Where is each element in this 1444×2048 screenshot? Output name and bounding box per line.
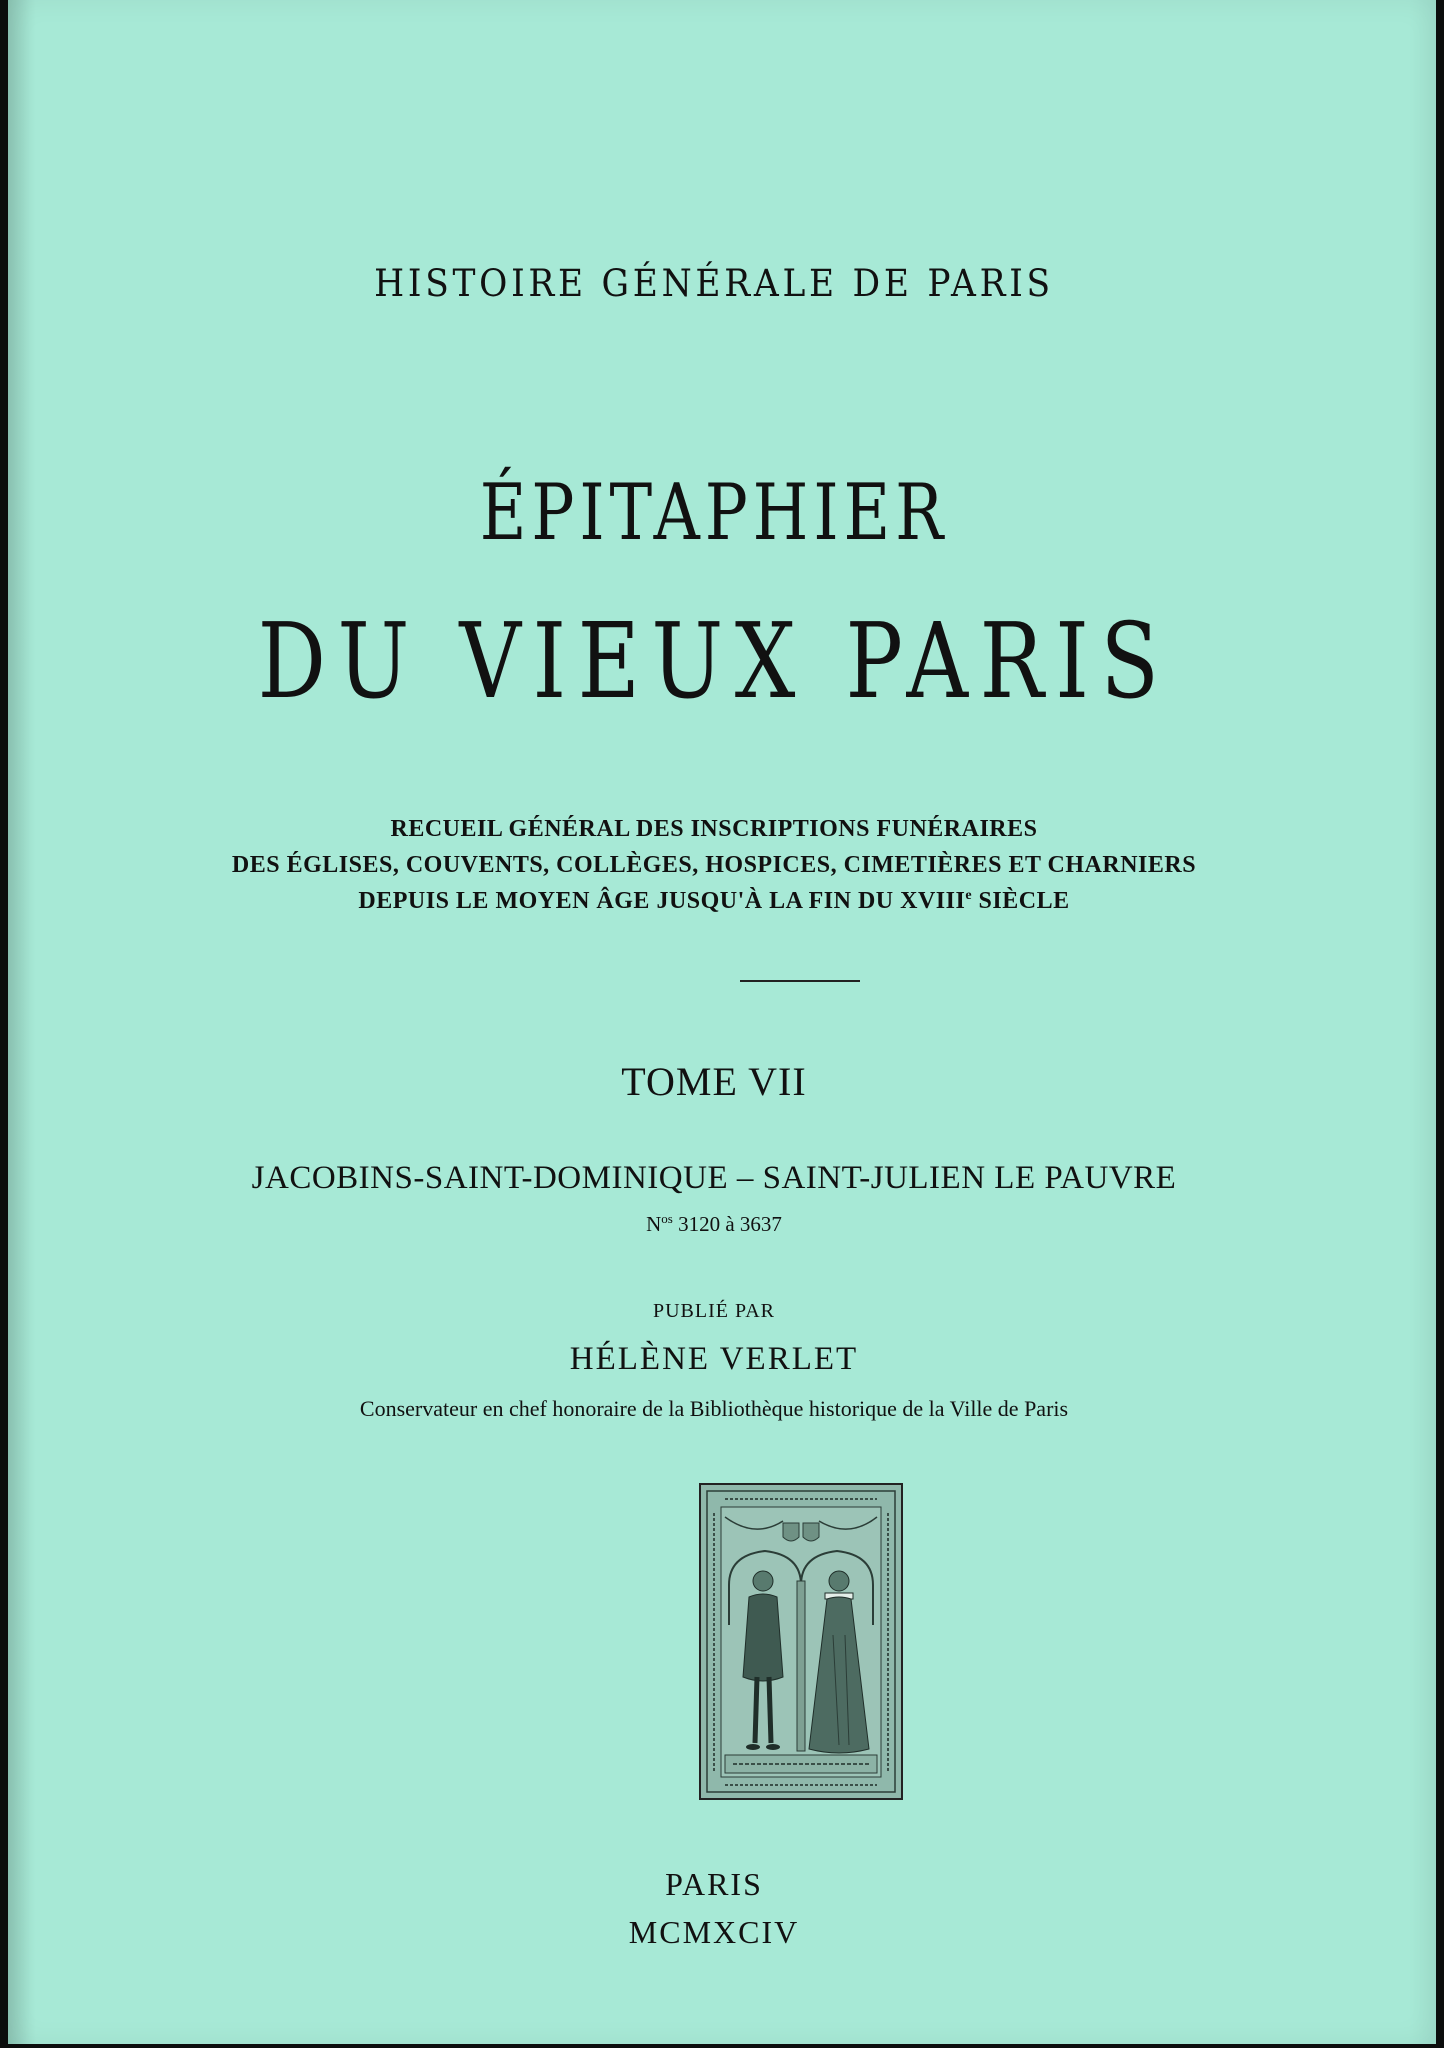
main-title-line-2: DU VIEUX PARIS [257, 600, 1171, 722]
volume-number: TOME VII [621, 1059, 807, 1104]
subtitle-line-3-start: DEPUIS LE MOYEN ÂGE JUSQU'À LA FIN DU XVIII [358, 888, 966, 914]
subtitle-line-3-end: SIÈCLE [972, 888, 1070, 914]
subtitle-line-2: DES ÉGLISES, COUVENTS, COLLÈGES, HOSPICES, CIMETIÈRES ET CHARNIERS [231, 852, 1197, 878]
engraved-epitaph-plate-icon [699, 1483, 903, 1800]
volume-contents: JACOBINS-SAINT-DOMINIQUE – SAINT-JULIEN LE PAUVRE [251, 1160, 1177, 1196]
main-title-line-1: ÉPITAPHIER [479, 468, 949, 558]
publication-place: PARIS [665, 1866, 763, 1902]
numbers-prefix: N [646, 1212, 662, 1236]
subtitle-line-3 [0, 888, 1428, 915]
published-by-label: PUBLIÉ PAR [652, 1300, 776, 1322]
divider-rule [740, 980, 860, 982]
series-title: HISTOIRE GÉNÉRALE DE PARIS [374, 262, 1054, 305]
book-cover [8, 0, 1436, 2044]
entry-number-range [0, 1212, 1428, 1237]
numbers-range: 3120 à 3637 [672, 1212, 782, 1236]
subtitle-line-1: RECUEIL GÉNÉRAL DES INSCRIPTIONS FUNÉRAIRES [390, 816, 1038, 842]
subtitle-line-3-superscript: e [965, 888, 973, 903]
author-name: HÉLÈNE VERLET [569, 1341, 859, 1377]
numbers-prefix-superscript: os [661, 1211, 673, 1226]
publication-year: MCMXCIV [628, 1914, 800, 1950]
author-affiliation: Conservateur en chef honoraire de la Bibliothèque historique de la Ville de Paris [359, 1396, 1069, 1421]
